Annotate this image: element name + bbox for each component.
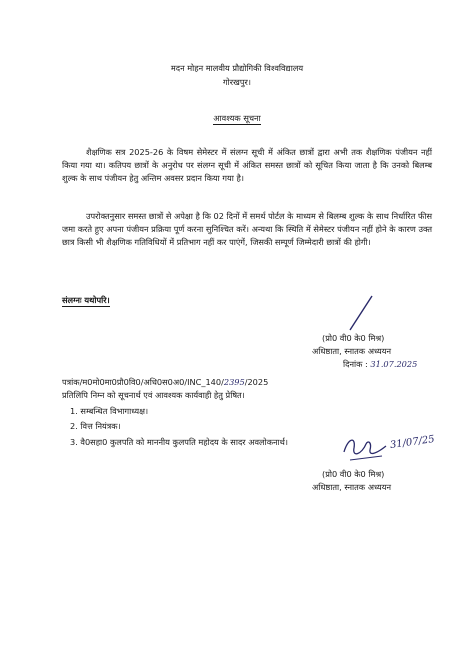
copy-line: प्रतिलिपि निम्न को सूचनार्थ एवं आवश्यक कार्यवाही हेतु प्रेषित। xyxy=(62,390,245,400)
reference-number: 2395 xyxy=(223,377,245,387)
date-label: दिनांक : xyxy=(343,359,368,369)
handwritten-date: 31/07/25 xyxy=(389,433,436,452)
signature-2-designation: अधिष्ठाता, स्नातक अध्ययन xyxy=(312,482,392,492)
enclosure xyxy=(62,294,110,306)
paragraph-2: उपरोक्तनुसार समस्त छात्रों से अपेक्षा है कि 02 दिनों में समर्थ पोर्टल के माध्यम से बिलम्ब शुल्क के साथ निर्धारित फीस जमा करते हुए अपना पंजीयन प्रक्रिया पूर्ण करना सुनिश्चित करें। अन्यथा कि स्थिति में सेमेस्टर पंजीयन नहीं होने के कारण उक्त छात्र किसी भी शैक्षणिक गतिविधियों में प्रतिभाग नहीं कर पाएंगें, जिसकी सम्पूर्ण जिम्मेदारी छात्रों की होगी। xyxy=(62,211,432,247)
signature-1-date xyxy=(343,358,417,370)
signature-1-name: (प्रो0 वी0 के0 मिश्र) xyxy=(322,333,385,343)
notice-title-text: आवश्यक सूचना xyxy=(213,113,261,123)
enclosure-text: संलग्नः यथोपरि। xyxy=(62,295,110,305)
paragraph-1: शैक्षणिक सत्र 2025-26 के विषम सेमेस्टर में संलग्न सूची में अंकित छात्रों द्वारा अभी तक शैक्षणिक पंजीयन नहीं किया गया था। कतिपय छात्रों के अनुरोध पर संलग्न सूची में अंकित समस्त छात्रों को सूचित किया जाता है कि उनको बिलम्ब शुल्क के साथ पंजीयन हेतु अन्तिम अवसर प्रदान किया गया है। xyxy=(62,147,432,183)
signature-1-icon xyxy=(340,294,380,334)
date-value: 31.07.2025 xyxy=(370,359,418,369)
reference-suffix: /2025 xyxy=(244,377,269,387)
copy-item-2: 2. वित्त नियंत्रक। xyxy=(70,421,121,431)
copy-item-1: 1. सम्बन्धित विभागाध्यक्ष। xyxy=(70,406,149,416)
reference-line xyxy=(62,376,268,388)
notice-title xyxy=(0,112,474,124)
signature-2-icon xyxy=(342,430,388,464)
signature-1-designation: अधिष्ठाता, स्नातक अध्ययन xyxy=(312,346,392,356)
copy-item-3: 3. वै0सहा0 कुलपति को माननीय कुलपति महोदय के सादर अवलोकनार्थ। xyxy=(70,437,289,447)
reference-prefix: पत्रांक/म0मो0मा0प्रौ0वि0/अधि0स0अ0/INC_140/ xyxy=(62,377,224,387)
signature-2-name: (प्रो0 वी0 के0 मिश्र) xyxy=(322,469,385,479)
university-city: गोरखपुर। xyxy=(223,77,251,87)
university-name: मदन मोहन मालवीय प्रौद्योगिकी विश्वविद्यालय xyxy=(170,63,304,73)
